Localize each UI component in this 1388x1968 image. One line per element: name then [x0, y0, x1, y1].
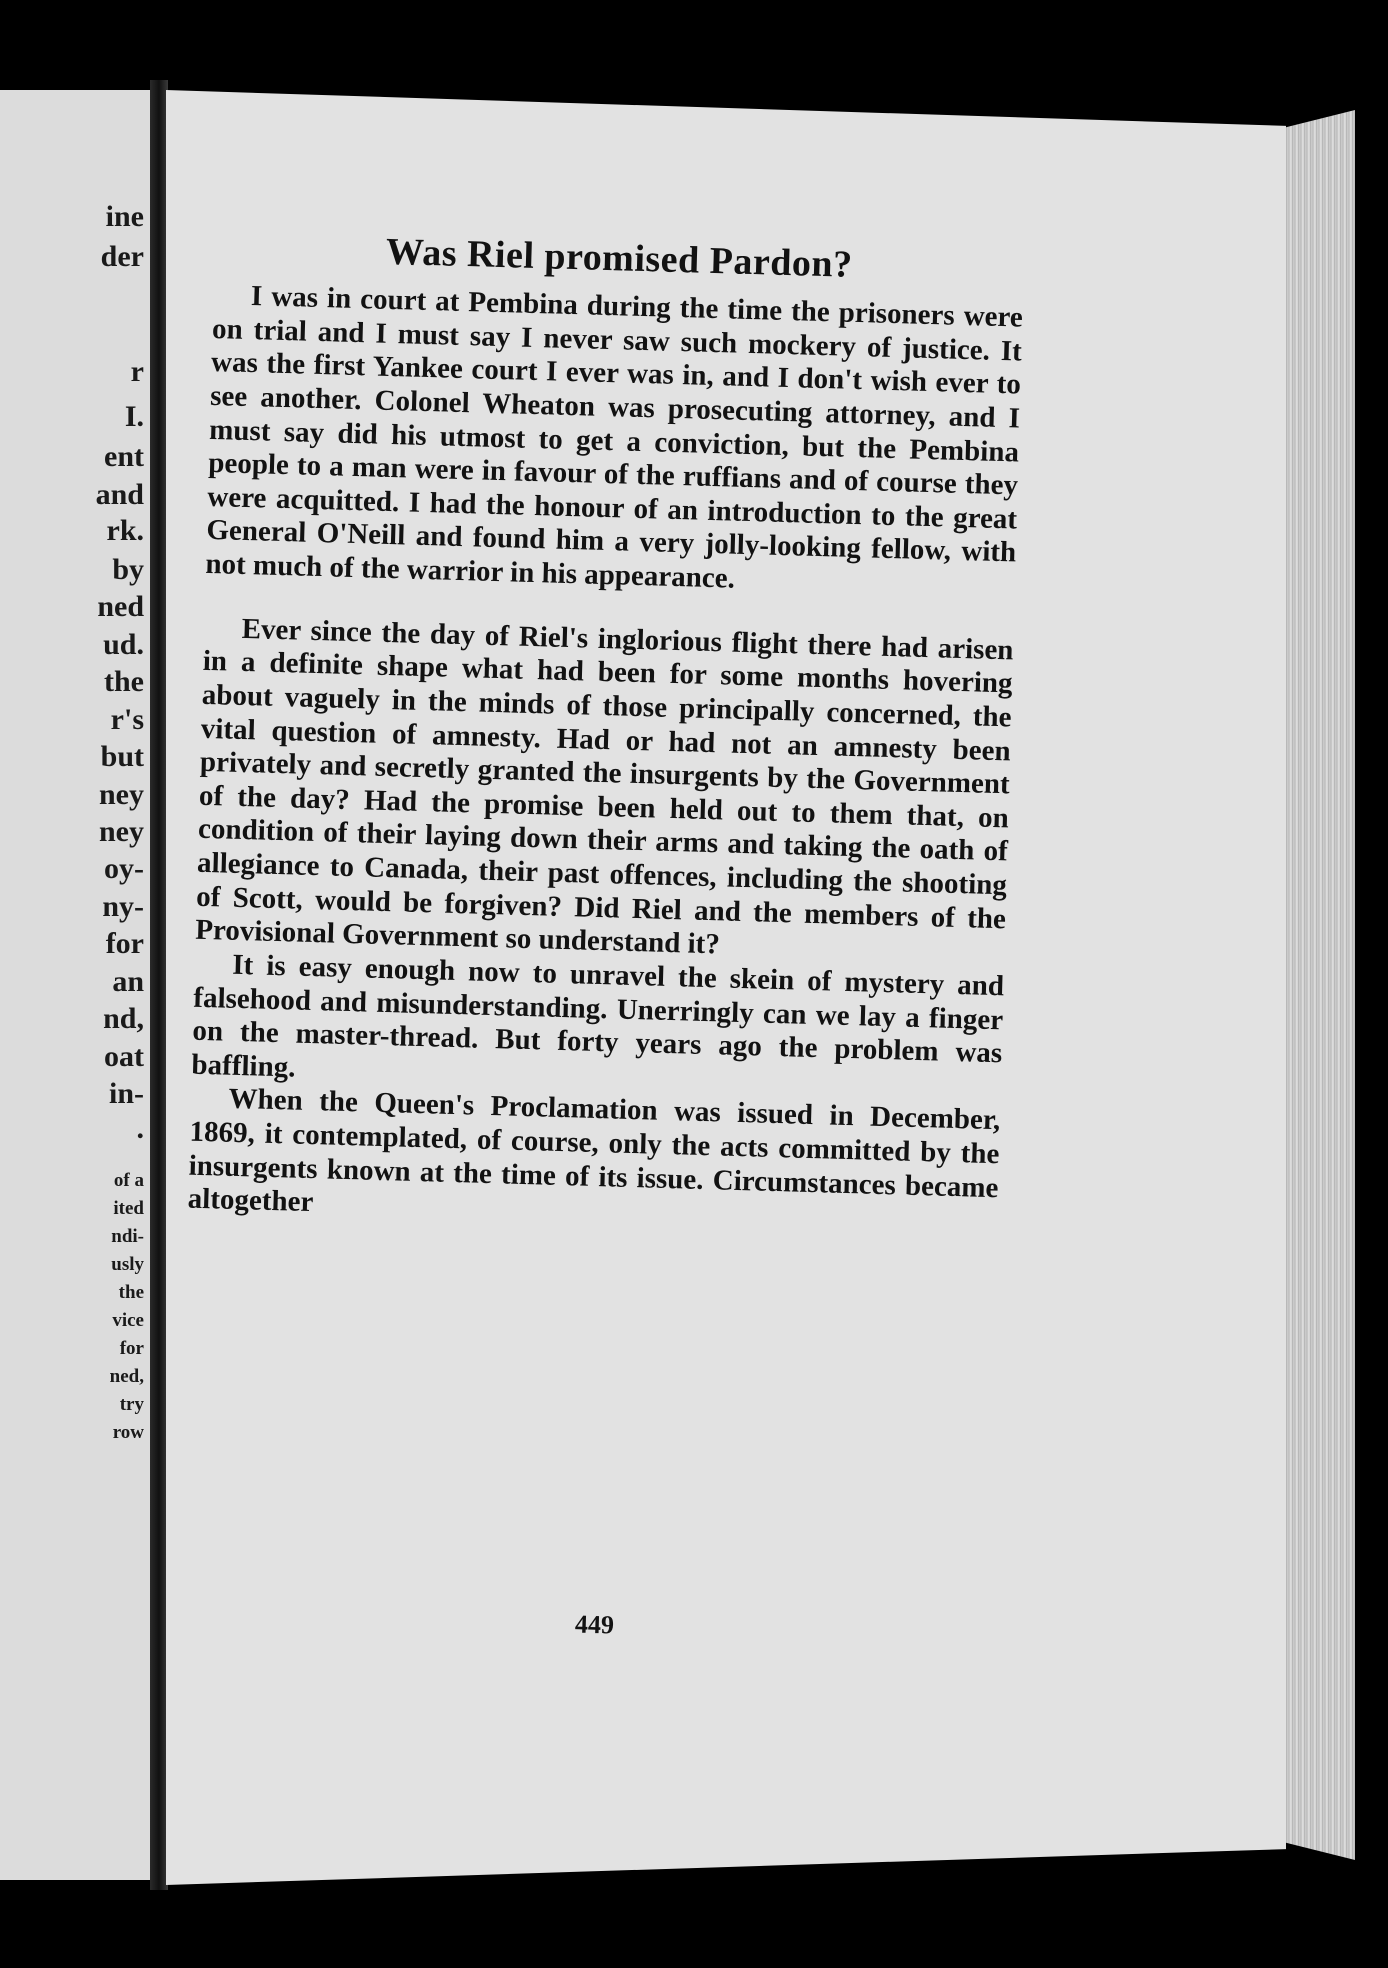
previous-page-line: of a [113, 1170, 144, 1191]
paragraph-2: Ever since the day of Riel's inglorious flight there had arisen in a definite shape what had been for some months hovering about vaguely in the minds of those principally concerned, the vital question of amnesty. Had or had not an amnesty been privately and secretly granted the insurgents by the Government of the day? Had the promise been held out to them that, on condition of their laying down their arms and taking the oath of allegiance to Canada, their past offences, including the shooting of Scott, would be forgiven? Did Riel and the members of the Provisional Government so understand it? [194, 612, 1014, 961]
previous-page-line: oy- [104, 852, 144, 885]
previous-page-line: der [100, 240, 144, 273]
previous-page-line: the [118, 1282, 144, 1303]
paragraph-4: When the Queen's Proclamation was issued in December, 1869, it contemplated, of course, only the acts committed by the insurgents known at the time of its issue. Circumstances became altogether [187, 1083, 1001, 1219]
previous-page-line: the [104, 665, 144, 698]
previous-page-line: ndi- [111, 1226, 144, 1247]
paragraph-1: I was in court at Pembina during the time the prisoners were on trial and I must say I never saw such mockery of justice. It was the first Yankee court I ever was in, and I don't wish ever to see another. Colonel Wheaton was prosecuting attorney, and I must say did his utmost to get a conviction, but the Pembina people to a man were in favour of the ruffians and of course they were acquitted. I had the honour of an introduction to the great General O'Neill and found him a very jolly-looking fellow, with not much of the warrior in his appearance. [205, 280, 1024, 595]
previous-page-line: for [119, 1338, 144, 1359]
previous-page-line: usly [111, 1254, 144, 1275]
previous-page-line: ny- [102, 890, 144, 923]
previous-page-line: by [112, 553, 144, 586]
previous-page [0, 90, 150, 1880]
previous-page-line: ney [99, 778, 144, 811]
previous-page-line: ited [113, 1198, 144, 1219]
previous-page-line: in- [108, 1077, 144, 1110]
previous-page-line: rk. [106, 514, 144, 547]
page-title: Was Riel promised Pardon? [385, 230, 854, 286]
previous-page-line: try [119, 1394, 144, 1415]
book-gutter [150, 80, 168, 1890]
previous-page-line: r [130, 355, 144, 388]
previous-page-line: . [136, 1112, 144, 1145]
previous-page-line: row [112, 1422, 144, 1443]
previous-page-line: an [112, 965, 144, 998]
previous-page-line: ned [97, 590, 144, 623]
paragraph-3: It is easy enough now to unravel the skein of mystery and falsehood and misunderstanding. Unerringly can we lay a finger on the master-thread. But forty years ago the problem was baffling. [191, 948, 1005, 1084]
previous-page-line: ney [99, 815, 144, 848]
previous-page-line: nd, [103, 1002, 144, 1035]
previous-page-line: vice [112, 1310, 144, 1331]
page-content [187, 225, 1024, 1239]
previous-page-line: ned, [109, 1366, 144, 1387]
previous-page-line: r's [110, 703, 144, 736]
previous-page-line: ent [104, 440, 144, 473]
previous-page-line: I. [124, 400, 144, 433]
previous-page-line: but [100, 740, 144, 773]
previous-page-line: ud. [103, 628, 144, 661]
previous-page-line: oat [104, 1040, 144, 1073]
previous-page-line: and [95, 478, 144, 511]
previous-page-line: ine [105, 200, 144, 233]
page-number: 449 [574, 1609, 615, 1640]
previous-page-line: for [105, 927, 144, 960]
